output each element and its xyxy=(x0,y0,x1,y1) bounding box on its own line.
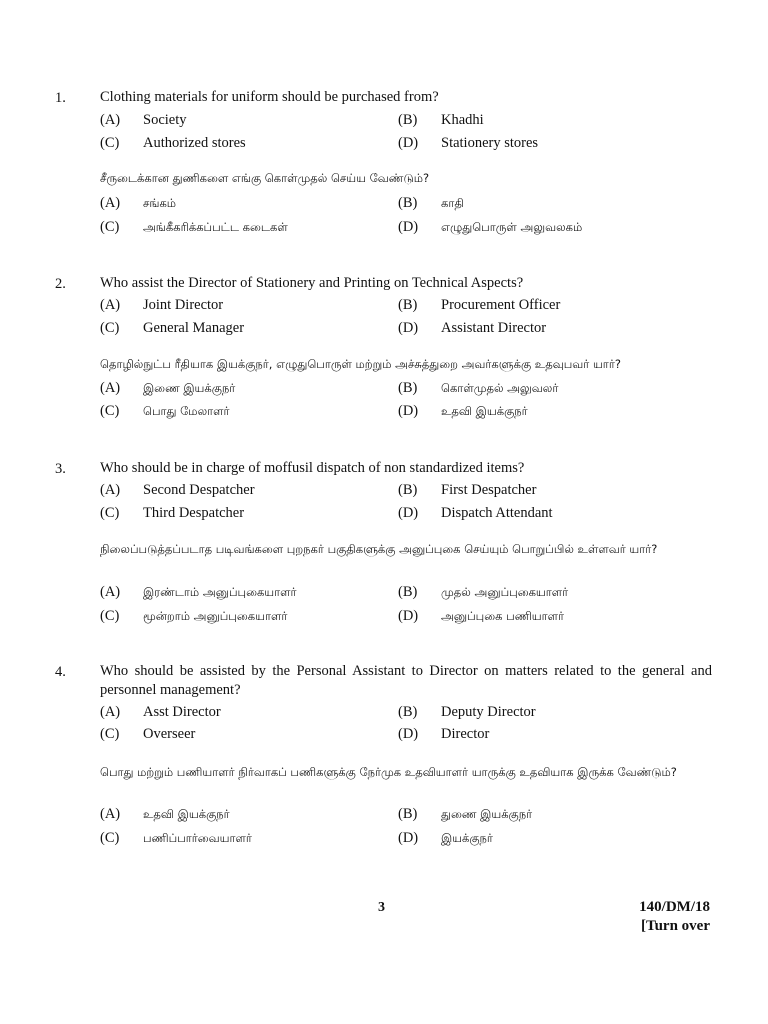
option-label: (A) xyxy=(100,380,121,396)
option-label: (A) xyxy=(100,806,121,822)
option-label: (C) xyxy=(100,505,120,521)
option-value: First Despatcher xyxy=(441,482,537,498)
question-number: 4. xyxy=(55,664,66,680)
option-value: முதல் அனுப்புகையாளர் xyxy=(441,585,569,599)
option-value: Procurement Officer xyxy=(441,297,561,313)
option-label: (B) xyxy=(398,704,418,720)
option-value: Overseer xyxy=(143,726,196,742)
option-label: (D) xyxy=(398,830,419,846)
option-label: (B) xyxy=(398,482,418,498)
option-label: (D) xyxy=(398,320,419,336)
option-value: பொது மேலாளர் xyxy=(143,404,230,418)
option-label: (D) xyxy=(398,403,419,419)
option-value: Director xyxy=(441,726,490,742)
option-value: கொள்முதல் அலுவலர் xyxy=(441,381,559,395)
question-text-tamil: பொது மற்றும் பணியாளர் நிர்வாகப் பணிகளுக்கு நேர்முக உதவியாளர் யாருக்கு உதவியாக இருக்க வேண்டும்? xyxy=(100,765,677,779)
option-label: (D) xyxy=(398,608,419,624)
question-text-tamil: தொழில்நுட்ப ரீதியாக இயக்குநர், எழுதுபொருள் மற்றும் அச்சுத்துறை அவர்களுக்கு உதவுபவர் யார்? xyxy=(100,357,621,371)
option-value: Second Despatcher xyxy=(143,482,255,498)
page-number: 3 xyxy=(378,900,385,915)
option-value: இணை இயக்குநர் xyxy=(143,381,236,395)
question-text-english: Who assist the Director of Stationery and Printing on Technical Aspects? xyxy=(100,275,524,291)
option-label: (A) xyxy=(100,195,121,211)
question-text-english: Who should be in charge of moffusil dispatch of non standardized items? xyxy=(100,460,525,476)
option-value: Society xyxy=(143,112,187,128)
option-value: Authorized stores xyxy=(143,135,246,151)
question-text-english: Who should be assisted by the Personal Assistant to Director on matters related to the general and personnel management? xyxy=(100,663,712,698)
paper-code-block xyxy=(639,898,710,936)
option-label: (B) xyxy=(398,806,418,822)
option-label: (B) xyxy=(398,584,418,600)
option-value: Assistant Director xyxy=(441,320,547,336)
option-label: (C) xyxy=(100,726,120,742)
option-value: சங்கம் xyxy=(143,196,177,210)
option-label: (D) xyxy=(398,219,419,235)
option-label: (B) xyxy=(398,195,418,211)
option-value: Stationery stores xyxy=(441,135,539,151)
option-label: (C) xyxy=(100,135,120,151)
option-value: உதவி இயக்குநர் xyxy=(143,807,230,821)
option-value: எழுதுபொருள் அலுவலகம் xyxy=(441,220,583,234)
option-value: Deputy Director xyxy=(441,704,536,720)
option-value: உதவி இயக்குநர் xyxy=(441,404,528,418)
question-text-english: Clothing materials for uniform should be purchased from? xyxy=(100,89,439,105)
question-number: 2. xyxy=(55,276,66,292)
option-value: இரண்டாம் அனுப்புகையாளர் xyxy=(143,585,297,599)
option-value: அங்கீகரிக்கப்பட்ட கடைகள் xyxy=(143,220,288,234)
option-value: Dispatch Attendant xyxy=(441,505,553,521)
option-value: இயக்குநர் xyxy=(441,831,493,845)
option-label: (D) xyxy=(398,135,419,151)
option-value: பணிப்பார்வையாளர் xyxy=(143,831,252,845)
option-value: துணை இயக்குநர் xyxy=(441,807,533,821)
turn-over-note: [Turn over xyxy=(640,918,710,934)
question-text-tamil: நிலைப்படுத்தப்படாத படிவங்களை புறநகர் பகுதிகளுக்கு அனுப்புகை செய்யும் பொறுப்பில் உள்ளவர் யார்? xyxy=(100,542,658,556)
option-label: (A) xyxy=(100,297,121,313)
option-label: (A) xyxy=(100,112,121,128)
paper-code: 140/DM/18 xyxy=(639,899,710,915)
option-value: காதி xyxy=(441,196,464,210)
option-value: மூன்றாம் அனுப்புகையாளர் xyxy=(143,609,288,623)
option-value: அனுப்புகை பணியாளர் xyxy=(441,609,565,623)
option-label: (C) xyxy=(100,219,120,235)
option-value: General Manager xyxy=(143,320,245,336)
question-number: 3. xyxy=(55,461,66,477)
option-label: (B) xyxy=(398,380,418,396)
option-value: Third Despatcher xyxy=(143,505,245,521)
question-text-tamil: சீருடைக்கான துணிகளை எங்கு கொள்முதல் செய்ய வேண்டும்? xyxy=(100,171,430,185)
option-value: Joint Director xyxy=(143,297,224,313)
question-number: 1. xyxy=(55,90,66,106)
option-value: Asst Director xyxy=(143,704,221,720)
option-label: (C) xyxy=(100,403,120,419)
option-label: (A) xyxy=(100,584,121,600)
option-label: (C) xyxy=(100,830,120,846)
option-label: (B) xyxy=(398,112,418,128)
option-label: (D) xyxy=(398,505,419,521)
option-label: (C) xyxy=(100,608,120,624)
option-label: (A) xyxy=(100,482,121,498)
option-label: (D) xyxy=(398,726,419,742)
option-label: (B) xyxy=(398,297,418,313)
option-value: Khadhi xyxy=(441,112,484,128)
option-label: (A) xyxy=(100,704,121,720)
option-label: (C) xyxy=(100,320,120,336)
